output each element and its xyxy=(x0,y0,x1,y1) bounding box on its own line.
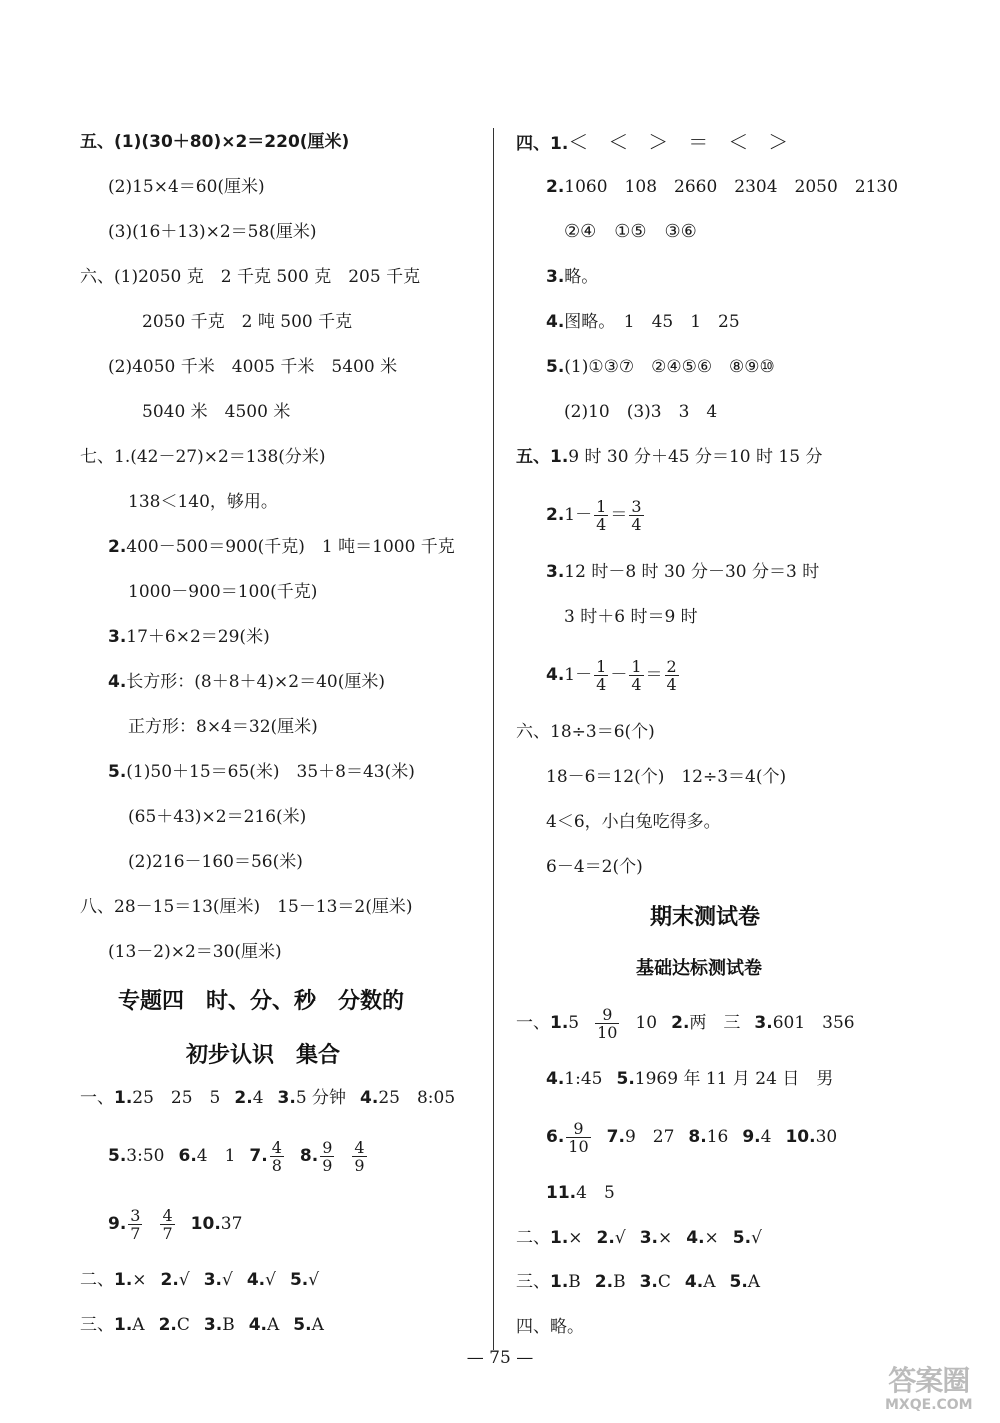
answer-line: 18－6＝12(个) 12÷3＝4(个) xyxy=(546,767,787,787)
answer-line: 三、1.B 2.B 3.C 4.A 5.A xyxy=(516,1272,761,1292)
answer-line: 5.(1)①③⑦ ②④⑤⑥ ⑧⑨⑩ xyxy=(546,357,775,377)
fraction: $\frac{4}{9}$ xyxy=(354,1138,365,1175)
answer-line: (2)4050 千米 4005 千米 5400 米 xyxy=(108,357,398,377)
answer-line: 一、1.25 25 5 2.4 3.5 分钟 4.25 8:05 xyxy=(80,1088,456,1108)
answer-line: 6. $\frac{9}{10}$ 7.9 27 8.16 9.4 10.30 xyxy=(546,1119,838,1156)
answer-line: 4＜6，小白兔吃得多。 xyxy=(546,812,721,832)
answer-line: (2)216－160＝56(米) xyxy=(128,852,303,872)
fraction: $\frac{2}{4}$ xyxy=(666,657,677,694)
answer-line: 6－4＝2(个) xyxy=(546,857,643,877)
answer-line: 四、1.＜ ＜ ＞ ＝ ＜ ＞ xyxy=(516,130,789,154)
watermark-text: 答案圈 xyxy=(888,1364,970,1397)
answer-line: 二、1.× 2.√ 3.× 4.× 5.√ xyxy=(516,1228,762,1248)
answer-line: 3 时＋6 时＝9 时 xyxy=(564,607,698,627)
page-number: — 75 — xyxy=(466,1348,534,1368)
watermark-logo xyxy=(885,1365,973,1413)
answer-line: 五、(1)(30＋80)×2＝220(厘米) xyxy=(80,132,350,152)
answer-line: (65＋43)×2＝216(米) xyxy=(128,807,307,827)
answer-line: 六、(1)2050 克 2 千克 500 克 205 千克 xyxy=(80,267,421,287)
answer-line: 3.17＋6×2＝29(米) xyxy=(108,627,270,647)
answer-line: 3.略。 xyxy=(546,267,599,287)
answer-line: 1000－900＝100(千克) xyxy=(128,582,318,602)
answer-line: 4.1:45 5.1969 年 11 月 24 日 男 xyxy=(546,1069,834,1089)
answer-line: 4.1－ $\frac{1}{4}$ － $\frac{1}{4}$ ＝ $\frac{2}{4}$ xyxy=(546,657,677,694)
answer-line: 5040 米 4500 米 xyxy=(142,402,291,422)
answer-line: 一、1.5 $\frac{9}{10}$ 10 2.两 三 3.601 356 xyxy=(516,1005,855,1042)
answer-line: 5.(1)50＋15＝65(米) 35＋8＝43(米) xyxy=(108,762,415,782)
answer-line: (13－2)×2＝30(厘米) xyxy=(108,942,282,962)
answer-line: 二、1.× 2.√ 3.√ 4.√ 5.√ xyxy=(80,1270,320,1290)
section-title: 专题四 时、分、秒 分数的 xyxy=(118,989,405,1014)
fraction: $\frac{9}{10}$ xyxy=(568,1119,589,1156)
section-title: 期末测试卷 xyxy=(650,905,761,930)
fraction: $\frac{3}{4}$ xyxy=(631,497,642,534)
column-divider xyxy=(493,128,494,1350)
answer-line: 2.1060 108 2660 2304 2050 2130 xyxy=(546,177,899,197)
fraction: $\frac{4}{8}$ xyxy=(271,1138,282,1175)
answer-line: 2050 千克 2 吨 500 千克 xyxy=(142,312,353,332)
answer-line: 正方形：8×4＝32(厘米) xyxy=(128,717,318,737)
answer-line: 2.1－ $\frac{1}{4}$ ＝ $\frac{3}{4}$ xyxy=(546,497,642,534)
answer-line: 138＜140，够用。 xyxy=(128,492,278,512)
fraction: $\frac{1}{4}$ xyxy=(596,657,607,694)
answer-line: ②④ ①⑤ ③⑥ xyxy=(564,221,697,242)
fraction: $\frac{4}{7}$ xyxy=(162,1206,173,1243)
fraction: $\frac{1}{4}$ xyxy=(631,657,642,694)
answer-line: (3)(16＋13)×2＝58(厘米) xyxy=(108,222,317,242)
answer-line: 三、1.A 2.C 3.B 4.A 5.A xyxy=(80,1315,324,1335)
answer-line: (2)15×4＝60(厘米) xyxy=(108,177,265,197)
section-subtitle: 基础达标测试卷 xyxy=(636,958,762,979)
answer-line: 4.长方形：(8＋8＋4)×2＝40(厘米) xyxy=(108,672,385,692)
answer-line: 八、28－15＝13(厘米) 15－13＝2(厘米) xyxy=(80,897,413,917)
fraction: $\frac{1}{4}$ xyxy=(596,497,607,534)
fraction: $\frac{9}{9}$ xyxy=(322,1138,333,1175)
answer-line: 9. $\frac{3}{7}$ $\frac{4}{7}$ 10.37 xyxy=(108,1206,243,1243)
fraction: $\frac{3}{7}$ xyxy=(130,1206,141,1243)
answer-line: 五、1.9 时 30 分＋45 分＝10 时 15 分 xyxy=(516,447,823,467)
answer-line: 四、略。 xyxy=(516,1317,584,1337)
watermark-url: MXQE.COM xyxy=(885,1397,973,1413)
answer-line: 5.3:50 6.4 1 7. $\frac{4}{8}$ 8. $\frac{9}{9}$ $\frac{4}{9}$ xyxy=(108,1138,365,1175)
answer-line: 七、1.(42－27)×2＝138(分米) xyxy=(80,447,326,467)
answer-line: 2.400－500＝900(千克) 1 吨＝1000 千克 xyxy=(108,537,455,557)
answer-line: 3.12 时－8 时 30 分－30 分＝3 时 xyxy=(546,562,820,582)
answer-line: 11.4 5 xyxy=(546,1183,615,1203)
answer-line: 4.图略。 1 45 1 25 xyxy=(546,312,740,332)
fraction: $\frac{9}{10}$ xyxy=(597,1005,618,1042)
answer-line: (2)10 (3)3 3 4 xyxy=(564,402,718,422)
section-title: 初步认识 集合 xyxy=(186,1043,341,1068)
answer-line: 六、18÷3＝6(个) xyxy=(516,722,655,742)
